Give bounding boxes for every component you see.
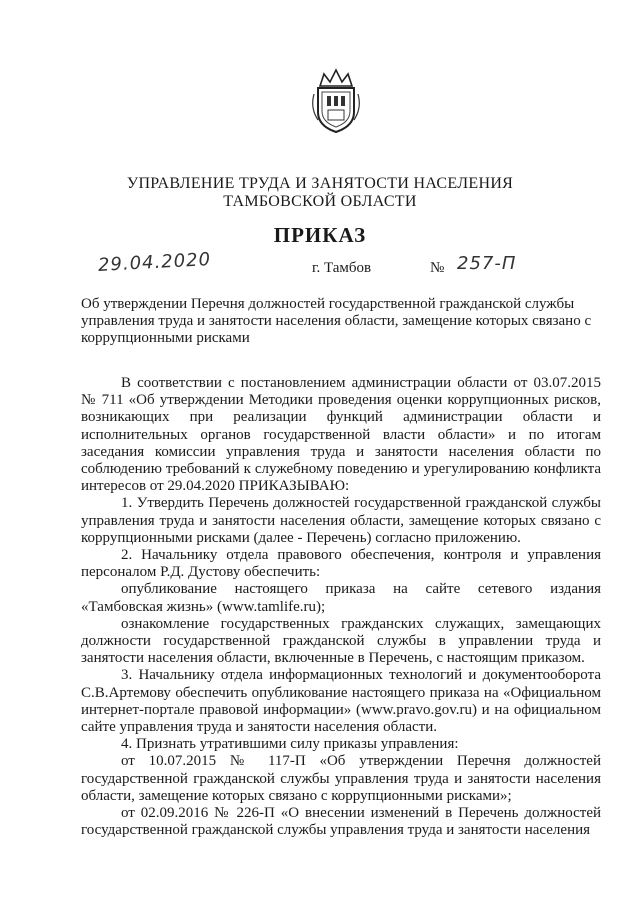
org-name-line2: ТАМБОВСКОЙ ОБЛАСТИ [223,193,417,210]
paragraph-item-2-familiarization: ознакомление государственных гражданских служащих, замещающих должности государственной гражданской службы в управлении труда и занятости населения области, включенные в Перечень, с настоящим приказом. [81,615,601,667]
order-body [81,375,601,839]
paragraph-item-3: 3. Начальнику отдела информационных технологий и документооборота С.В.Артемову обеспечить опубликование настоящего приказа на «Официальном интернет-портале правовой информации» (www.pravo.gov.ru) и на официальном сайте управления труда и занятости населения области. [81,667,601,736]
preamble-paragraph: В соответствии с постановлением администрации области от 03.07.2015 № 711 «Об утверждении Методики проведения оценки коррупционных рисков, возникающих при реализации функций администрации области и исполнительных органов государственной власти области» и по итогам заседания комиссии управления труда и занятости населения области по соблюдению требований к служебному поведению и урегулированию конфликта интересов от 29.04.2020 ПРИКАЗЫВАЮ: [81,375,601,495]
order-subject: Об утверждении Перечня должностей государственной гражданской службы управления труда и занятости населения области, замещение которых связано с коррупционными рисками [81,296,592,346]
paragraph-item-4-order-226: от 02.09.2016 № 226-П «О внесении изменений в Перечень должностей государственной гражданской службы управления труда и занятости населения [81,805,601,839]
tambov-coat-of-arms-emblem [310,68,362,134]
document-title: ПРИКАЗ [273,223,367,247]
handwritten-order-number: 257-П [457,253,517,274]
paragraph-item-2: 2. Начальнику отдела правового обеспечения, контроля и управления персоналом Р.Д. Дустову обеспечить: [81,547,601,581]
city-label: г. Тамбов [312,260,372,276]
handwritten-date: 29.04.2020 [97,249,212,276]
paragraph-item-2-publication: опубликование настоящего приказа на сайте сетевого издания «Тамбовская жизнь» (www.tamlife.ru); [81,581,601,615]
paragraph-item-1: 1. Утвердить Перечень должностей государственной гражданской службы управления труда и занятости населения области, замещение которых связано с коррупционными рисками (далее - Перечень) согласно приложению. [81,495,601,546]
number-label: № [430,260,445,276]
paragraph-item-4: 4. Признать утратившими силу приказы управления: [121,736,459,753]
paragraph-item-4-order-117: от 10.07.2015 № 117-П «Об утверждении Перечня должностей государственной гражданской службы управления труда и занятости населения области, замещение которых связано с коррупционными рисками»; [81,753,601,804]
org-name-line1: УПРАВЛЕНИЕ ТРУДА И ЗАНЯТОСТИ НАСЕЛЕНИЯ [126,175,514,192]
